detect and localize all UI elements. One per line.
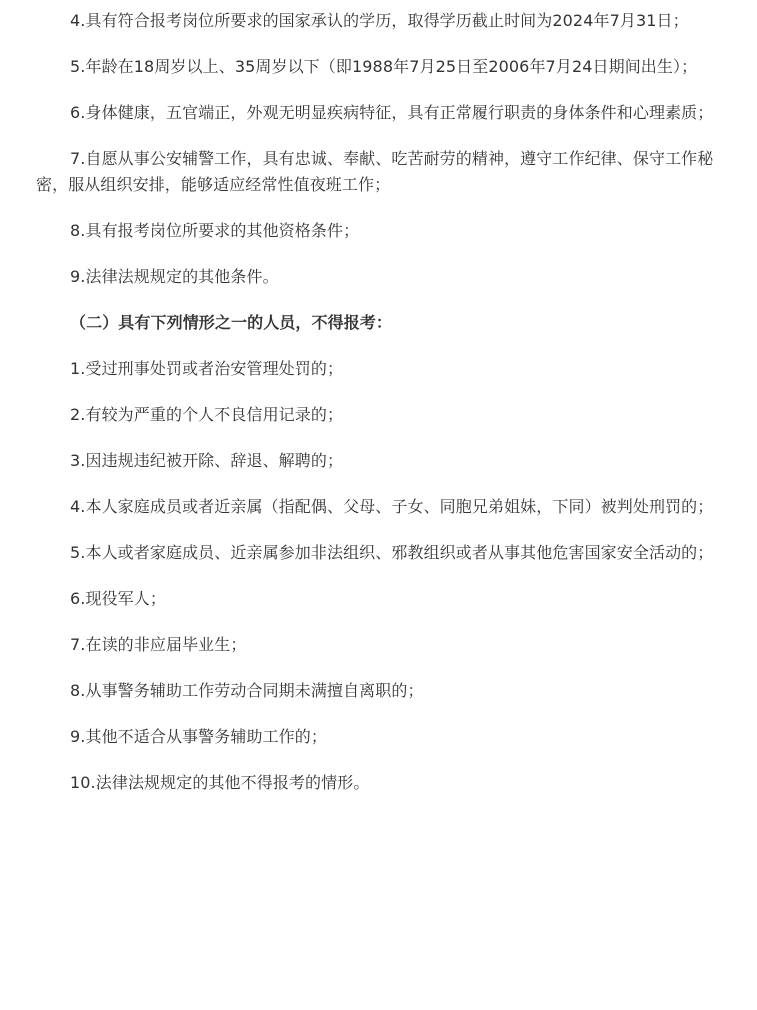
paragraph-qualification-8: 8.具有报考岗位所要求的其他资格条件； bbox=[70, 221, 360, 240]
paragraph-exclusion-1: 1.受过刑事处罚或者治安管理处罚的； bbox=[70, 359, 344, 378]
paragraph-exclusion-7: 7.在读的非应届毕业生； bbox=[70, 635, 247, 654]
paragraph-qualification-5: 5.年龄在18周岁以上、35周岁以下（即1988年7月25日至2006年7月24日期间出生）； bbox=[70, 57, 698, 76]
paragraph-exclusion-3: 3.因违规违纪被开除、辞退、解聘的； bbox=[70, 451, 344, 470]
paragraph-qualification-9: 9.法律法规规定的其他条件。 bbox=[70, 267, 279, 286]
paragraph-exclusion-2: 2.有较为严重的个人不良信用记录的； bbox=[70, 405, 344, 424]
paragraph-qualification-6: 6.身体健康，五官端正，外观无明显疾病特征，具有正常履行职责的身体条件和心理素质； bbox=[70, 103, 714, 122]
paragraph-exclusion-8: 8.从事警务辅助工作劳动合同期未满擅自离职的； bbox=[70, 681, 424, 700]
paragraph-exclusion-9: 9.其他不适合从事警务辅助工作的； bbox=[70, 727, 327, 746]
paragraph-exclusion-10: 10.法律法规规定的其他不得报考的情形。 bbox=[70, 773, 370, 792]
section-heading-exclusions: （二）具有下列情形之一的人员，不得报考： bbox=[70, 313, 393, 332]
paragraph-exclusion-4: 4.本人家庭成员或者近亲属（指配偶、父母、子女、同胞兄弟姐妹，下同）被判处刑罚的； bbox=[70, 497, 714, 516]
article-body bbox=[36, 8, 722, 816]
paragraph-qualification-7: 7.自愿从事公安辅警工作，具有忠诚、奉献、吃苦耐劳的精神，遵守工作纪律、保守工作秘密，服从组织安排，能够适应经常性值夜班工作； bbox=[36, 149, 714, 194]
paragraph-exclusion-5: 5.本人或者家庭成员、近亲属参加非法组织、邪教组织或者从事其他危害国家安全活动的； bbox=[70, 543, 714, 562]
paragraph-qualification-4: 4.具有符合报考岗位所要求的国家承认的学历，取得学历截止时间为2024年7月31日； bbox=[70, 11, 689, 30]
paragraph-exclusion-6: 6.现役军人； bbox=[70, 589, 166, 608]
